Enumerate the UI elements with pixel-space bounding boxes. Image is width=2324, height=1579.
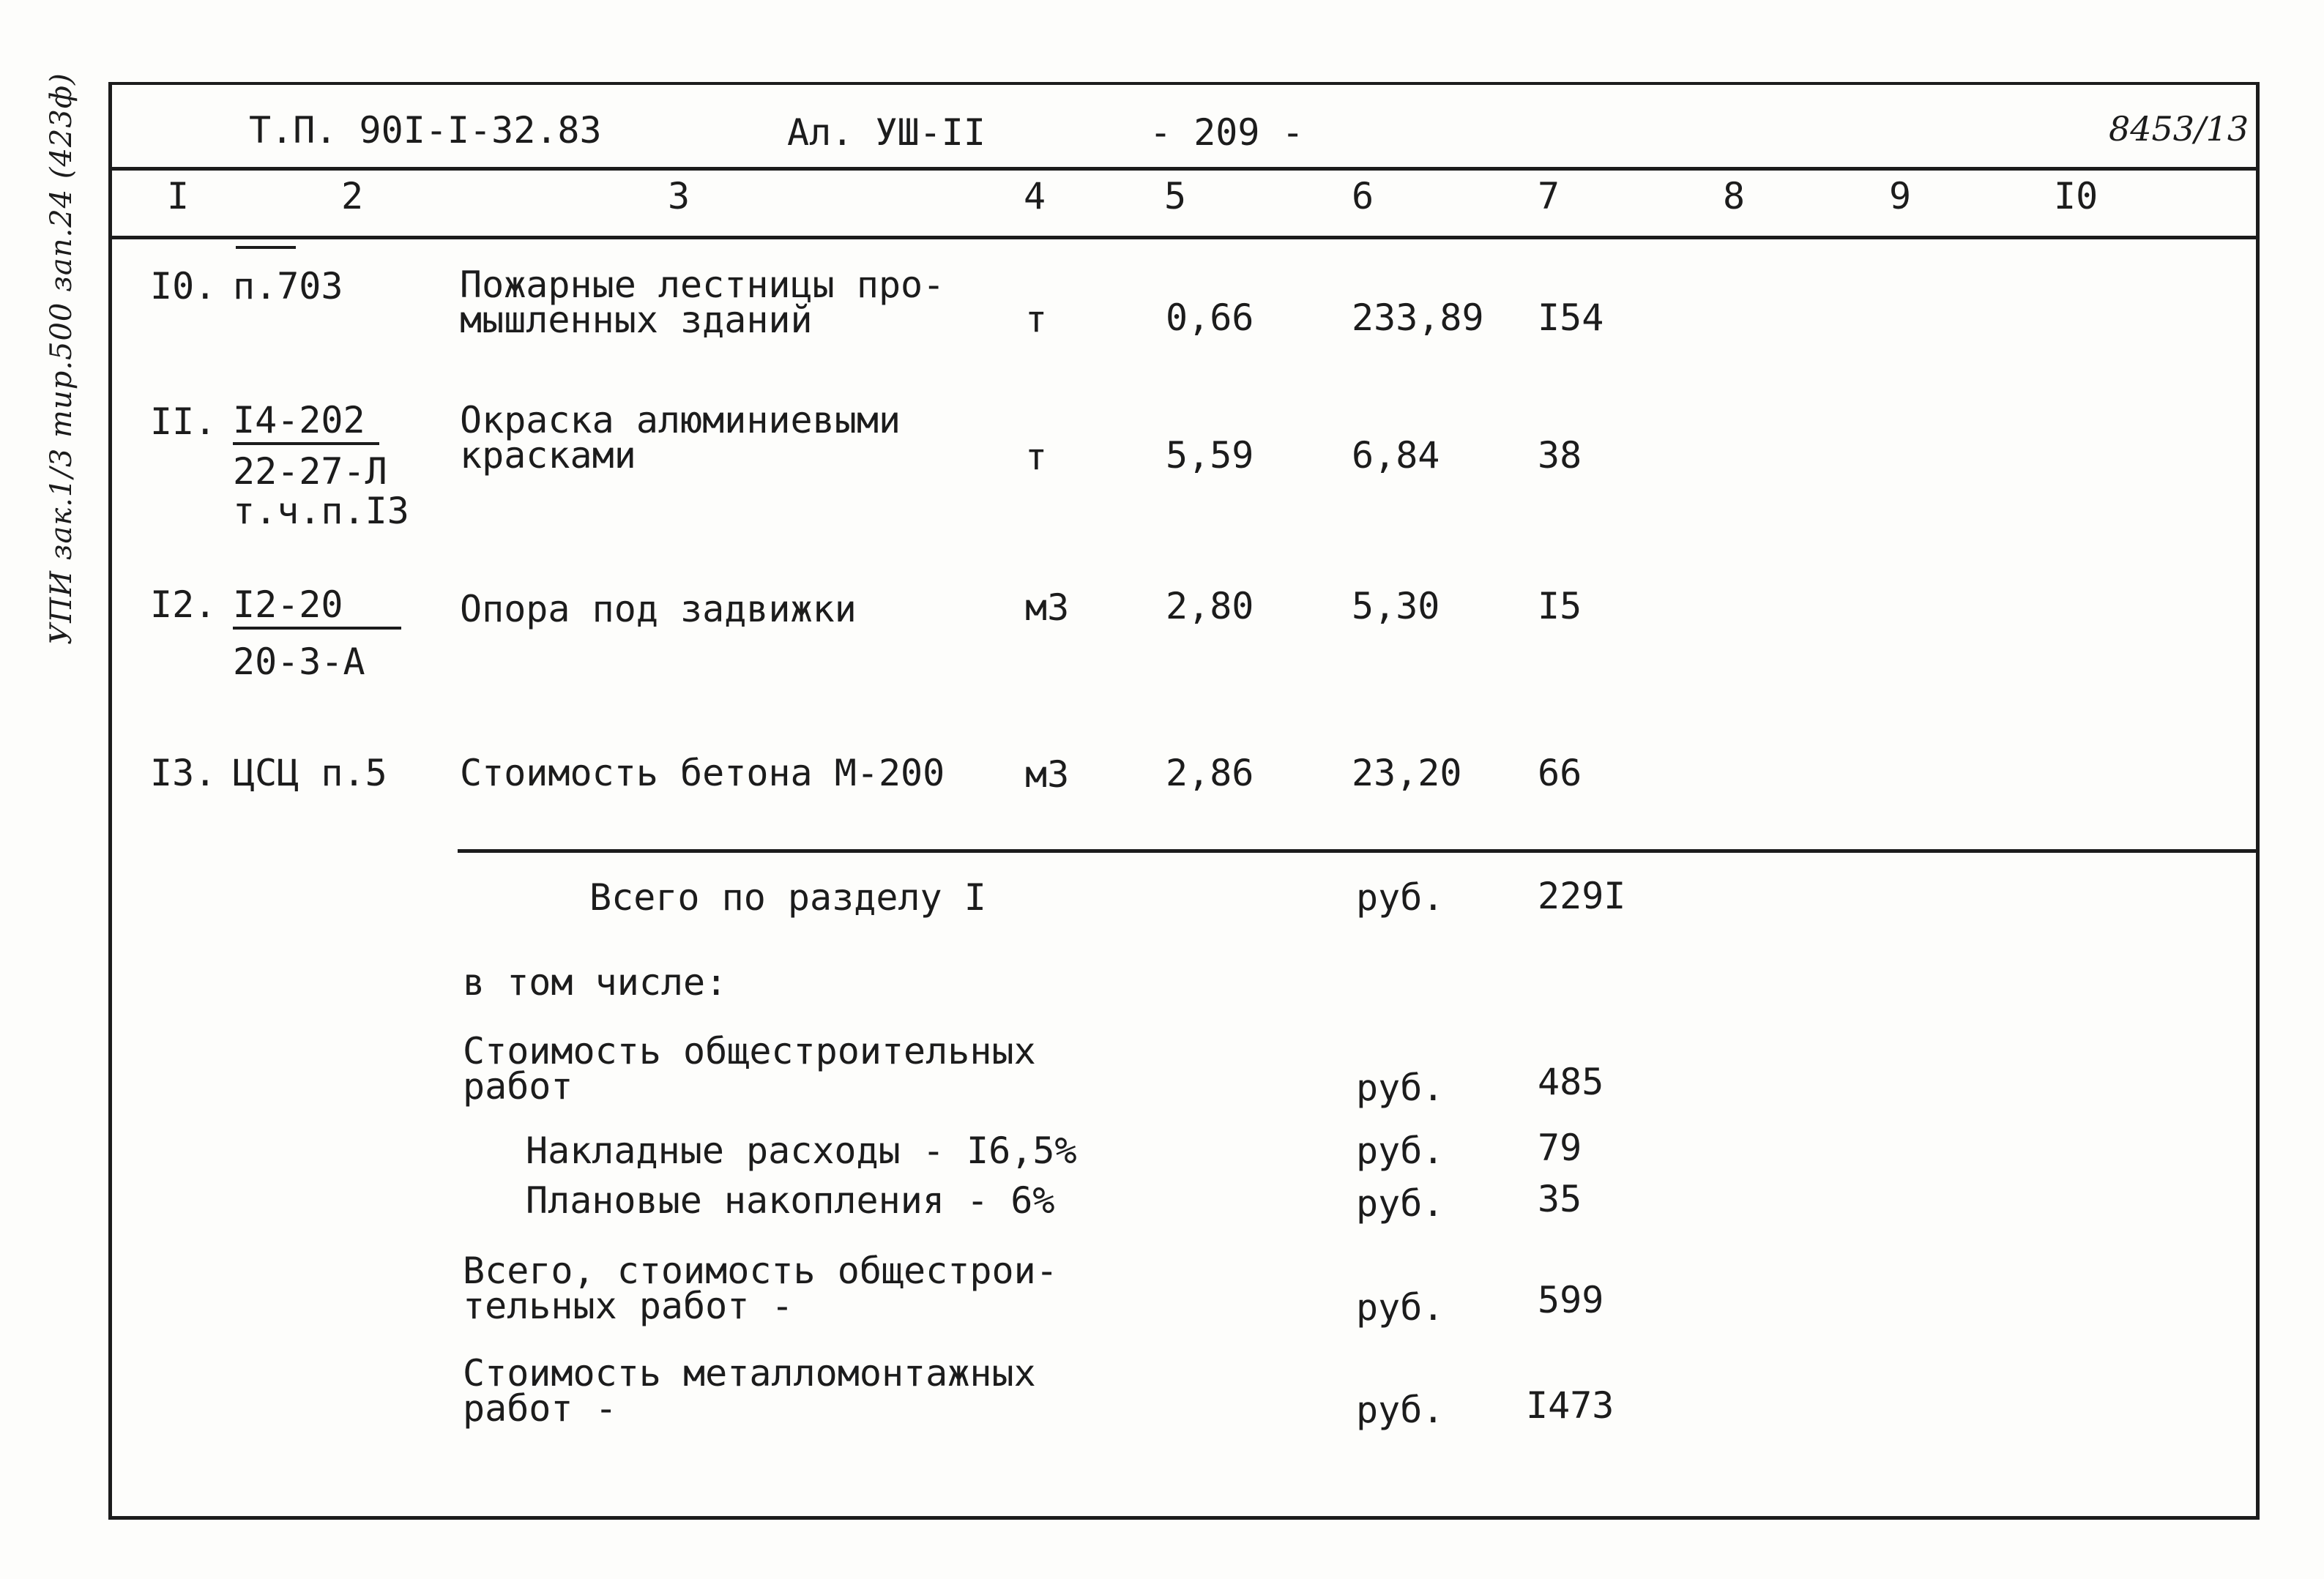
row-11-unit: т <box>1025 436 1048 478</box>
row-11-ref2: 22-27-Л <box>233 450 387 493</box>
metal-works-label: Стоимость металломонтажных работ - <box>463 1352 1036 1430</box>
row-10-ref: п.703 <box>233 265 343 307</box>
row-12-ref-text: I2-20 <box>233 586 401 630</box>
row-11-price: 6,84 <box>1352 434 1440 477</box>
planned-savings-value: 35 <box>1538 1178 1582 1220</box>
row-11-ref3: т.ч.п.I3 <box>233 490 409 532</box>
sheet-code: 8453/13 <box>2109 109 2249 149</box>
row-10-price: 233,89 <box>1352 296 1484 339</box>
all-general-works-unit: руб. <box>1356 1286 1445 1329</box>
row-11-total: 38 <box>1538 434 1582 477</box>
album-code: Ал. УШ-II <box>787 111 986 154</box>
total-section-value: 229I <box>1538 875 1626 917</box>
row-11-ref-text: I4-202 <box>233 401 379 445</box>
total-section-label: Всего по разделу I <box>589 876 986 919</box>
overline-mark <box>236 246 296 249</box>
col-1: I <box>167 175 190 217</box>
col-7: 7 <box>1538 175 1560 217</box>
row-12-total: I5 <box>1538 585 1582 627</box>
row-11-ref <box>233 401 379 445</box>
margin-note-text: УПИ зак.1/3 тир.500 зап.24 (423ф) <box>45 72 78 645</box>
general-works-value: 485 <box>1538 1061 1604 1103</box>
col-6: 6 <box>1352 175 1374 217</box>
tp-code: Т.П. 90I-I-32.83 <box>249 109 602 152</box>
row-12-ref <box>233 583 401 630</box>
including-label: в том числе: <box>463 961 728 1004</box>
row-12-number: I2. <box>150 583 217 626</box>
col-9: 9 <box>1889 175 1912 217</box>
row-10-unit: т <box>1025 298 1048 340</box>
row-12-name: Опора под задвижки <box>460 588 857 630</box>
row-13-ref: ЦСЦ п.5 <box>233 752 387 794</box>
row-12-unit: м3 <box>1025 586 1070 629</box>
row-11-qty: 5,59 <box>1166 434 1254 477</box>
row-11-name: Окраска алюминиевыми красками <box>460 399 901 477</box>
row-13-total: 66 <box>1538 752 1582 794</box>
col-2: 2 <box>341 175 364 217</box>
row-13-qty: 2,86 <box>1166 752 1254 794</box>
overhead-label: Накладные расходы - I6,5% <box>526 1130 1077 1172</box>
row-13-price: 23,20 <box>1352 752 1462 794</box>
row-13-name: Стоимость бетона М-200 <box>460 752 945 794</box>
col-5: 5 <box>1164 175 1187 217</box>
planned-savings-unit: руб. <box>1356 1182 1445 1225</box>
row-12-qty: 2,80 <box>1166 585 1254 627</box>
row-11-number: II. <box>150 400 217 443</box>
overhead-value: 79 <box>1538 1127 1582 1169</box>
col-8: 8 <box>1723 175 1746 217</box>
margin-print-note <box>10 72 120 645</box>
row-12-ref2: 20-3-А <box>233 641 365 683</box>
row-13-unit: м3 <box>1025 753 1070 796</box>
all-general-works-label: Всего, стоимость общестрои- тельных работ - <box>463 1250 1058 1327</box>
row-13-number: I3. <box>150 752 217 794</box>
header-divider <box>108 167 2256 171</box>
column-header-divider <box>108 236 2256 239</box>
total-section-unit: руб. <box>1356 876 1445 919</box>
summary-divider <box>458 849 2256 853</box>
row-10-name: Пожарные лестницы про- мышленных зданий <box>460 264 945 341</box>
all-general-works-value: 599 <box>1538 1279 1604 1321</box>
general-works-label: Стоимость общестроительных работ <box>463 1030 1036 1108</box>
row-10-total: I54 <box>1538 296 1604 339</box>
planned-savings-label: Плановые накопления - 6% <box>526 1179 1055 1222</box>
metal-works-unit: руб. <box>1356 1389 1445 1431</box>
row-10-qty: 0,66 <box>1166 296 1254 339</box>
row-10-number: I0. <box>150 265 217 307</box>
page-number: - 209 - <box>1150 111 1304 154</box>
col-3: 3 <box>668 175 690 217</box>
col-10: I0 <box>2054 175 2098 217</box>
metal-works-value: I473 <box>1526 1384 1614 1427</box>
general-works-unit: руб. <box>1356 1067 1445 1109</box>
col-4: 4 <box>1024 175 1046 217</box>
overhead-unit: руб. <box>1356 1130 1445 1172</box>
row-12-price: 5,30 <box>1352 585 1440 627</box>
